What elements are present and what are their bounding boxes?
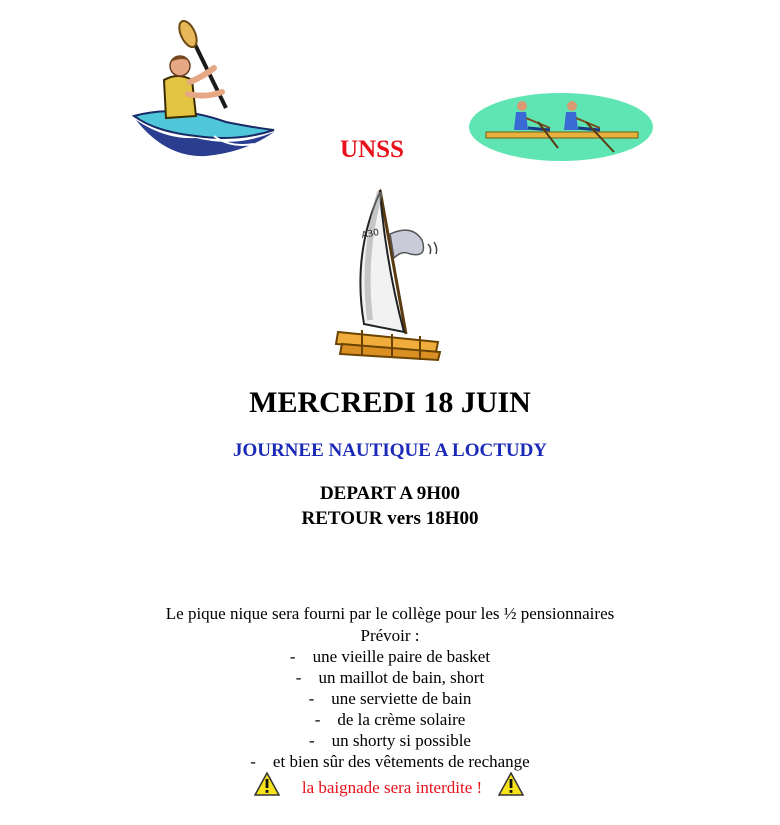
picnic-note: Le pique nique sera fourni par le collège pour les ½ pensionnaires (165, 604, 615, 623)
list-item: - de la crème solaire (314, 710, 466, 729)
warning-row (0, 772, 780, 802)
warning-text: la baignade sera interdite ! (301, 778, 483, 797)
svg-text:A30: A30 (360, 228, 380, 241)
list-item: - une vieille paire de basket (289, 647, 491, 666)
checklist-heading: Prévoir : (360, 626, 420, 645)
event-date: MERCREDI 18 JUIN (249, 386, 531, 419)
departure-time: DEPART A 9H00 (319, 483, 461, 504)
warning-icon (254, 772, 280, 796)
return-time: RETOUR vers 18H00 (301, 508, 479, 529)
warning-icon (498, 772, 524, 796)
sailboat-clipart (332, 184, 444, 366)
page-title: UNSS (340, 136, 404, 163)
list-item: - un shorty si possible (309, 731, 471, 750)
list-item: - un maillot de bain, short (295, 668, 485, 687)
list-item: - et bien sûr des vêtements de rechange (250, 752, 530, 771)
rowing-clipart (468, 92, 654, 162)
list-item: - une serviette de bain (308, 689, 472, 708)
event-subtitle: JOURNEE NAUTIQUE A LOCTUDY (232, 440, 548, 461)
kayak-clipart (126, 20, 276, 162)
